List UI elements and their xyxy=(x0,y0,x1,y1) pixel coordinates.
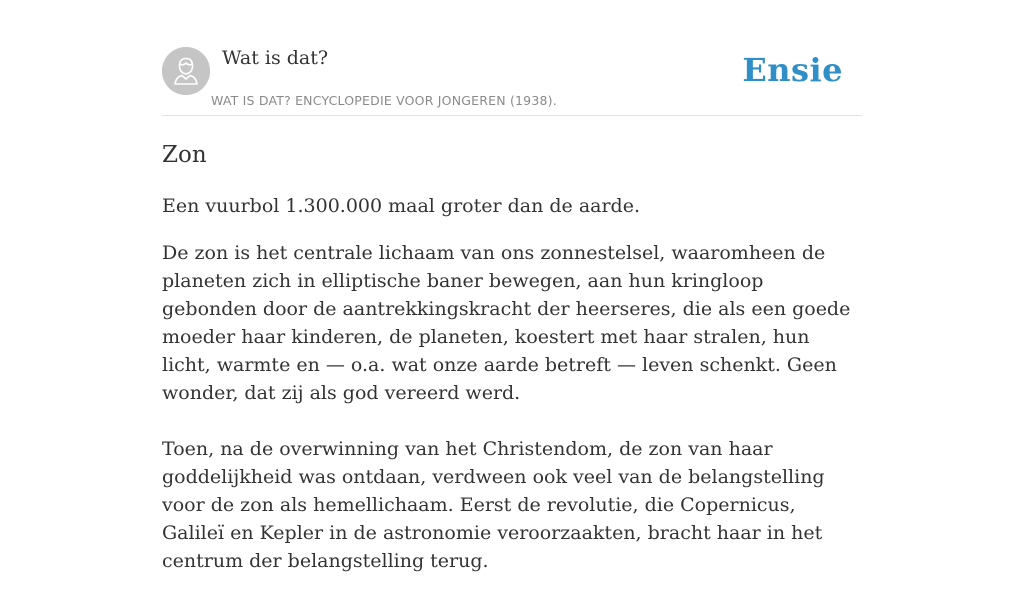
author-header xyxy=(162,0,862,116)
article-subtitle: Een vuurbol 1.300.000 maal groter dan de aarde. xyxy=(162,195,641,217)
article-title: Zon xyxy=(162,142,207,168)
author-avatar-icon[interactable] xyxy=(162,47,210,95)
author-source: WAT IS DAT? ENCYCLOPEDIE VOOR JONGEREN (1938). xyxy=(211,93,557,108)
article-body xyxy=(162,239,862,603)
article-paragraph: De zon is het centrale lichaam van ons zonnestelsel, waaromheen de planeten zich in elliptische baner bewegen, aan hun kringloop gebonden door de aantrekkingskracht der heerseres, die als een goede moeder haar kinderen, de planeten, koestert met haar stralen, hun licht, warmte en — o.a. wat onze aarde betreft — leven schenkt. Geen wonder, dat zij als god vereerd werd. xyxy=(162,242,851,404)
article-paragraph: Toen, na de overwinning van het Christendom, de zon van haar goddelijkheid was ontdaan, verdween ook veel van de belangstelling voor de zon als hemellichaam. Eerst de revolutie, die Copernicus, Galileï en Kepler in de astronomie veroorzaakten, bracht haar in het centrum der belangstelling terug. xyxy=(162,438,825,572)
page-container xyxy=(162,0,862,572)
brand-logo[interactable]: Ensie xyxy=(742,51,843,89)
author-name[interactable]: Wat is dat? xyxy=(222,47,329,69)
